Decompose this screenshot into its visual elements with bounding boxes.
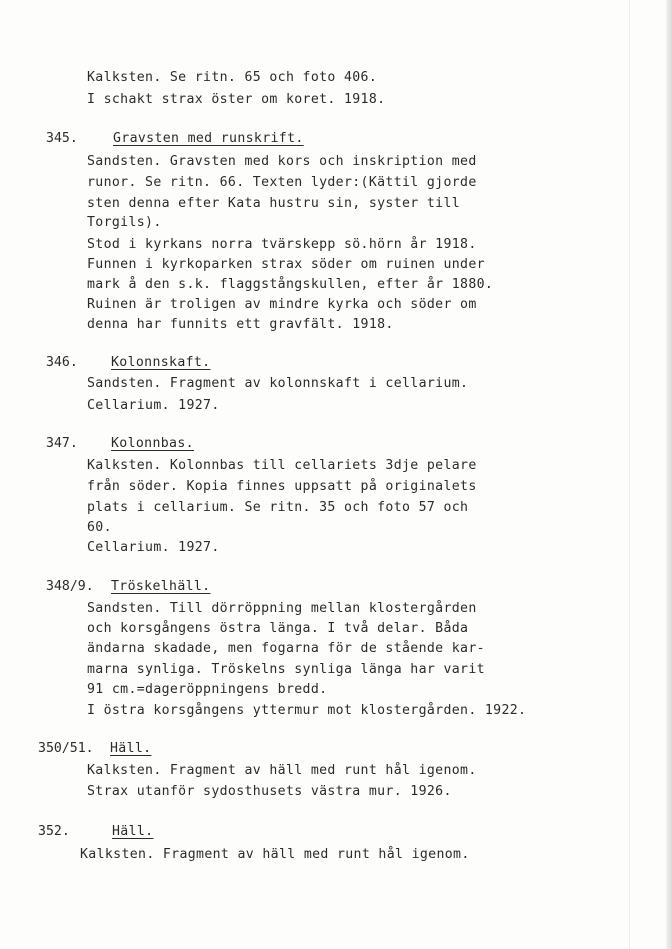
text-line: Strax utanför sydosthusets västra mur. 1926. bbox=[87, 784, 452, 799]
text-line: ändarna skadade, men fogarna för de stående kar- bbox=[87, 641, 485, 656]
entry-number: 352. bbox=[38, 824, 70, 839]
text-line: Stod i kyrkans norra tvärskepp sö.hörn år 1918. bbox=[87, 237, 477, 252]
text-line: runor. Se ritn. 66. Texten lyder:(Kättil gjorde bbox=[87, 175, 477, 190]
entry-title: Kolonnbas. bbox=[111, 436, 194, 451]
text-line: I östra korsgångens yttermur mot klostergården. 1922. bbox=[87, 703, 527, 718]
text-line: Kalksten. Kolonnbas till cellariets 3dje pelare bbox=[87, 458, 477, 473]
entry-title: Gravsten med runskrift. bbox=[113, 131, 304, 146]
text-line: 60. bbox=[87, 520, 112, 535]
entry-title: Kolonnskaft. bbox=[111, 355, 211, 370]
entry-number: 346. bbox=[46, 355, 78, 370]
text-line: 91 cm.=dageröppningens bredd. bbox=[87, 682, 328, 697]
page-edge bbox=[666, 0, 672, 949]
text-line: Sandsten. Fragment av kolonnskaft i cellarium. bbox=[87, 376, 469, 391]
text-line: Kalksten. Se ritn. 65 och foto 406. bbox=[87, 70, 378, 85]
text-line: Funnen i kyrkoparken strax söder om ruinen under bbox=[87, 257, 485, 272]
text-line: Kalksten. Fragment av häll med runt hål igenom. bbox=[87, 763, 477, 778]
text-line: Cellarium. 1927. bbox=[87, 540, 220, 555]
text-line: plats i cellarium. Se ritn. 35 och foto 57 och bbox=[87, 500, 469, 515]
text-line: från söder. Kopia finnes uppsatt på originalets bbox=[87, 479, 477, 494]
page-fold-line bbox=[629, 0, 630, 949]
text-line: Torgils). bbox=[87, 215, 162, 230]
text-line: Cellarium. 1927. bbox=[87, 398, 220, 413]
text-line: marna synliga. Tröskelns synliga länga har varit bbox=[87, 662, 485, 677]
text-line: I schakt strax öster om koret. 1918. bbox=[87, 92, 386, 107]
text-line: Ruinen är troligen av mindre kyrka och söder om bbox=[87, 297, 477, 312]
text-line: Kalksten. Fragment av häll med runt hål igenom. bbox=[80, 847, 470, 862]
text-line: sten denna efter Kata hustru sin, syster till bbox=[87, 196, 461, 211]
entry-number: 345. bbox=[46, 131, 78, 146]
text-line: Sandsten. Gravsten med kors och inskription med bbox=[87, 154, 477, 169]
text-line: mark å den s.k. flaggstångskullen, efter år 1880. bbox=[87, 277, 494, 292]
entry-number: 348/9. bbox=[46, 579, 94, 594]
entry-title: Tröskelhäll. bbox=[111, 579, 211, 594]
entry-title: Häll. bbox=[110, 741, 152, 756]
text-line: denna har funnits ett gravfält. 1918. bbox=[87, 317, 394, 332]
entry-number: 347. bbox=[46, 436, 78, 451]
entry-title: Häll. bbox=[112, 824, 154, 839]
text-line: och korsgångens östra länga. I två delar. Båda bbox=[87, 621, 469, 636]
entry-number: 350/51. bbox=[38, 741, 94, 756]
text-line: Sandsten. Till dörröppning mellan klostergården bbox=[87, 601, 477, 616]
